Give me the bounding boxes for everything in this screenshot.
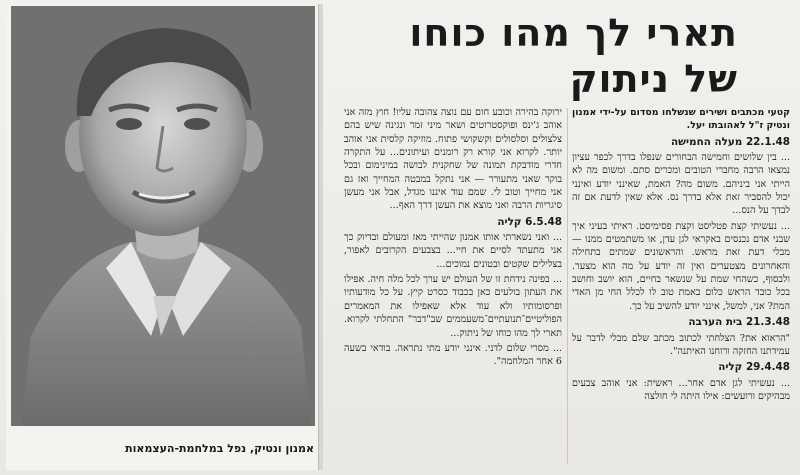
dateline: 29.4.48 קליה [718,361,790,374]
paragraph: ... בין שלושים וחמישה הבחורים שנפלו בדרך לכפר עציון נמצאו הרבה מחברי הטובים ומכרים סתם. ומשום מה לא הייתי אני ביניהם. משום מה? האמת, שאינני יודע ואינני יכול להסביר זאת אלא בדרך נס. אלא שאין לדעת אם זה לבדך על הנס... [572,152,790,217]
dateline: 22.1.48 מעלה החמישה [670,135,790,148]
paragraph: ... מסרי שלום לדני. אינני יודע מתי נתראה. בודאי בשעה 6 אחר המלחמה". [344,342,562,368]
portrait-photo [11,6,315,426]
paragraph: ... נעשיתי לגן אדם אחר... ראשית: אני אוהב צבעים מבהיקים ורועשים: אילו היתה לי חולצה [572,377,790,402]
headline [358,10,738,102]
article-column-left [344,106,562,466]
article [324,4,794,470]
headline-line-1: תארי לך מהו כוחו [409,11,738,55]
photo-panel [6,4,319,470]
portrait-illustration [11,6,315,426]
paragraph: ... נעשיתי קצת פטליסט וקצת פסימיסט. ראיתי בעיני איך שבני אדם נכנסים באקראי לגן עדן, או משתמטים ממנו — מבלי דעת זאת מראש. והראשונים שמתים בתחילה והאחרונים מצטערים ואין זה יודע על מה הוא מצער. ולבסוף, כשהחי שמת על שנשאר בחיים, הוא יושב וחושב בכל כובד הראש כלום באמת טוב לו לכלל החי מן האדי המת? אני, למשל, אינני יודע להשיב על כך. [572,220,790,312]
paragraph: ... בפינה נידחת זו של העולם יש ערך לכל מלה חיה. אפילו את העתון בולעים כאן בכבוד כסרט קיץ. על כל מודעותיו ופרסומותיו ולא עוד אלא שאפילו את המאמרים הפוליטיים־תנועתיים־משעממים שב"דבר" התחלתי לקרוא. תארי לך מהו כוחו של ניתוק... [344,274,562,339]
paragraph: ירוקה בהירה וכובע חום עם נוצה צהובה עליו! חוץ מזה אני אוהב ג'ינס ופוקסטרוטים ושאר מיני זמר ונגינה שיש בהם צלצולים וסלסולים וקשקושי פתוח. מוזיקה קלסית אני אוהב יותר. לקרוא אני קורא רק רומנים ועיתונים... על התקרה חדרי מודבקת תמונה של שחקנית לבושה במינימום ובכל בוקר שאני מתעורר — אני נתקל במבטה המחייך ואז גם אני מחייך וטוב לי. שמם עוד איננו מגדל, אבל אני מעשן סיגריות הרבה ואני מוצא את העשן דרך האף... [344,107,562,212]
dateline: 6.5.48 קליה [497,215,562,228]
article-column-right [572,106,790,466]
paragraph: "הראוא את? הצלחתי לכתוב מכתב שלם מבלי לדבר על עמידתנו החזקה ורוחנו האיתנה". [572,332,790,357]
page-gutter [319,4,323,470]
article-intro: קטעי מכתבים ושירים שנשלחו מסדום על-ידי אמנון ונטיק ז"ל לאהובתו יעל. [572,107,790,132]
column-divider [567,108,568,464]
headline-line-2: של ניתוק [569,57,738,101]
paragraph: ... ואני נשארתי אותו אמנון שהייתי מאז ומעולם ובדיוק כך אני מתעתד לסיים את חיי... בצבעים הקרובים לאפור, בצלילים שקטים ובטונים נמוכים... [344,232,562,270]
dateline: 21.3.48 בית הערבה [688,316,790,329]
photo-caption: אמנון ונטיק, נפל במלחמת-העצמאות [125,442,314,455]
